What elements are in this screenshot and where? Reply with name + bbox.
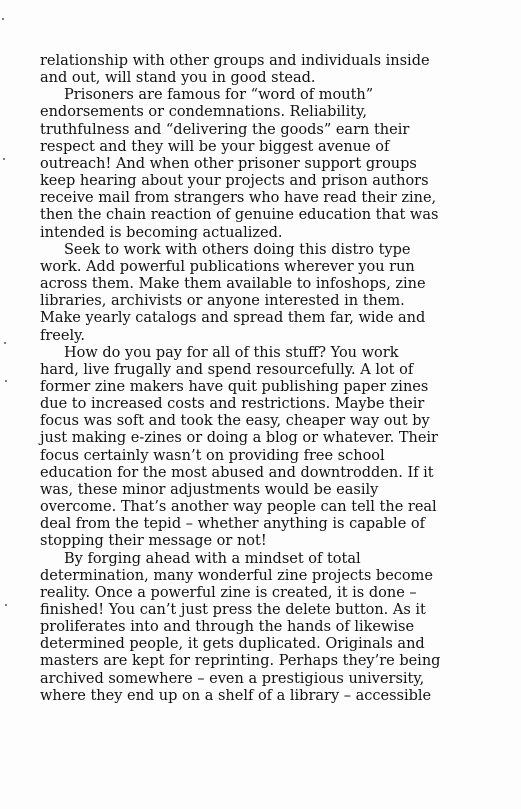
text-line: intended is becoming actualized. (40, 224, 283, 241)
text-line: Seek to work with others doing this distro type (64, 241, 411, 258)
text-line: freely. (40, 327, 85, 344)
text-line: deal from the tepid – whether anything is capable of (40, 516, 425, 533)
scan-speck (3, 158, 5, 160)
scan-speck (2, 18, 4, 20)
text-line: hard, live frugally and spend resourcefully. A lot of (40, 361, 414, 378)
text-line: truthfulness and “delivering the goods” earn their (40, 121, 410, 138)
text-line: Prisoners are famous for “word of mouth” (64, 87, 374, 104)
text-line: work. Add powerful publications wherever you run (40, 258, 415, 275)
paragraph-5 (40, 551, 470, 705)
text-line: respect and they will be your biggest avenue of (40, 138, 390, 155)
text-line: determination, many wonderful zine projects become (40, 567, 433, 584)
text-line: reality. Once a powerful zine is created, it is done – (40, 584, 417, 601)
text-line: across them. Make them available to infoshops, zine (40, 276, 426, 293)
text-line: How do you pay for all of this stuff? You work (64, 344, 399, 361)
text-line: finished! You can’t just press the delete button. As it (40, 602, 426, 618)
text-line: outreach! And when other prisoner support groups (40, 155, 417, 172)
text-line: focus certainly wasn’t on providing free school (40, 447, 385, 464)
paragraph-3 (40, 242, 470, 345)
text-line: proliferates into and through the hands of likewise (40, 619, 415, 636)
text-line: By forging ahead with a mindset of total (64, 550, 361, 567)
text-line: focus was soft and took the easy, cheaper way out by (40, 413, 430, 430)
text-line: education for the most abused and downtrodden. If it (40, 464, 434, 481)
text-line: was, these minor adjustments would be easily (40, 481, 379, 498)
text-line: and out, will stand you in good stead. (40, 70, 316, 87)
text-line: libraries, archivists or anyone interested in them. (40, 293, 405, 310)
text-line: masters are kept for reprinting. Perhaps they’re being (40, 653, 441, 670)
paragraph-1 (40, 53, 470, 87)
scan-speck (4, 342, 6, 344)
text-line: then the chain reaction of genuine education that was (40, 207, 439, 224)
text-line: receive mail from strangers who have read their zine, (40, 190, 437, 207)
scan-speck (5, 380, 7, 382)
text-line: endorsements or condemnations. Reliability, (40, 104, 367, 121)
text-line: just making e-zines or doing a blog or whatever. Their (40, 430, 438, 447)
text-line: Make yearly catalogs and spread them far, wide and (40, 310, 426, 327)
body-text (40, 53, 470, 705)
scan-speck (5, 604, 7, 606)
text-line: due to increased costs and restrictions. Maybe their (40, 396, 425, 413)
text-line: archived somewhere – even a prestigious university, (40, 670, 425, 687)
text-line: overcome. That’s another way people can tell the real (40, 499, 437, 516)
text-line: former zine makers have quit publishing paper zines (40, 378, 429, 395)
paragraph-4 (40, 345, 470, 551)
text-line: where they end up on a shelf of a library – accessible (40, 687, 432, 704)
paragraph-2 (40, 87, 470, 241)
text-line: determined people, it gets duplicated. Originals and (40, 636, 425, 653)
text-line: relationship with other groups and individuals inside (40, 53, 430, 69)
text-line: stopping their message or not! (40, 533, 267, 550)
text-line: keep hearing about your projects and prison authors (40, 173, 429, 190)
